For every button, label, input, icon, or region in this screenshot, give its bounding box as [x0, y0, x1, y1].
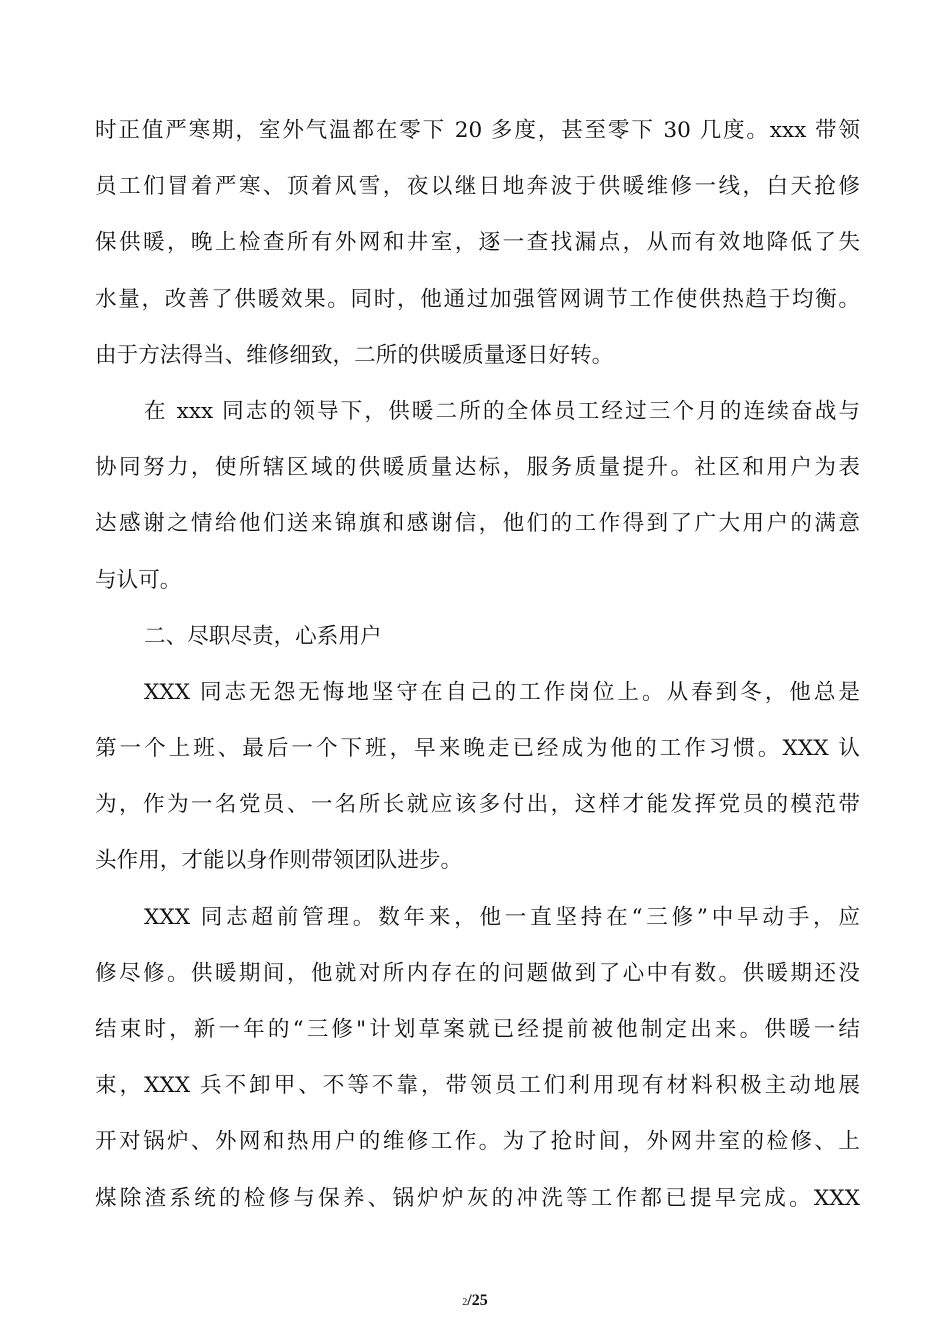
text-line: 结束时，新一年的“三修"计划草案就已经提前被他制定出来。供暖一结 [95, 1017, 860, 1042]
text-line: 为，作为一名党员、一名所长就应该多付出，这样才能发挥党员的模范带 [95, 792, 860, 818]
text-line: XXX 同志超前管理。数年来，他一直坚持在“三修”中早动手，应 [144, 904, 860, 930]
text-line: 协同努力，使所辖区域的供暖质量达标，服务质量提升。社区和用户为表 [95, 455, 860, 481]
document-body [95, 113, 860, 1237]
text-line: 时正值严寒期，室外气温都在零下 20 多度，甚至零下 30 几度。xxx 带领 [95, 118, 860, 143]
text-line: 束，XXX 兵不卸甲、不等不靠，带领员工们利用现有材料积极主动地展 [95, 1073, 860, 1099]
text-line: 水量，改善了供暖效果。同时，他通过加强管网调节工作使供热趋于均衡。 [95, 286, 860, 312]
text-line: 由于方法得当、维修细致，二所的供暖质量逐日好转。 [95, 342, 614, 368]
text-line: 达感谢之情给他们送来锦旗和感谢信，他们的工作得到了广大用户的满意 [95, 511, 860, 537]
text-line: 与认可。 [95, 567, 182, 593]
text-line: 开对锅炉、外网和热用户的维修工作。为了抢时间，外网井室的检修、上 [95, 1129, 860, 1155]
text-line: 修尽修。供暖期间，他就对所内存在的问题做到了心中有数。供暖期还没 [95, 960, 860, 986]
text-line: 头作用，才能以身作则带领团队进步。 [95, 848, 463, 874]
total-pages: /25 [467, 1292, 488, 1309]
text-line: 在 xxx 同志的领导下，供暖二所的全体员工经过三个月的连续奋战与 [144, 398, 860, 424]
text-line: 员工们冒着严寒、顶着风雪，夜以继日地奔波于供暖维修一线，白天抢修 [95, 174, 860, 200]
text-line: 煤除渣系统的检修与保养、锅炉炉灰的冲洗等工作都已提早完成。XXX [95, 1185, 860, 1211]
current-page-number: 2 [462, 1297, 468, 1308]
page-number [0, 1292, 950, 1310]
text-line: 二、尽职尽责，心系用户 [144, 623, 382, 649]
text-line: 保供暖，晚上检查所有外网和井室，逐一查找漏点，从而有效地降低了失 [95, 230, 860, 256]
text-line: 第一个上班、最后一个下班，早来晚走已经成为他的工作习惯。XXX 认 [95, 736, 860, 762]
text-line: XXX 同志无怨无悔地坚守在自己的工作岗位上。从春到冬，他总是 [144, 679, 860, 705]
